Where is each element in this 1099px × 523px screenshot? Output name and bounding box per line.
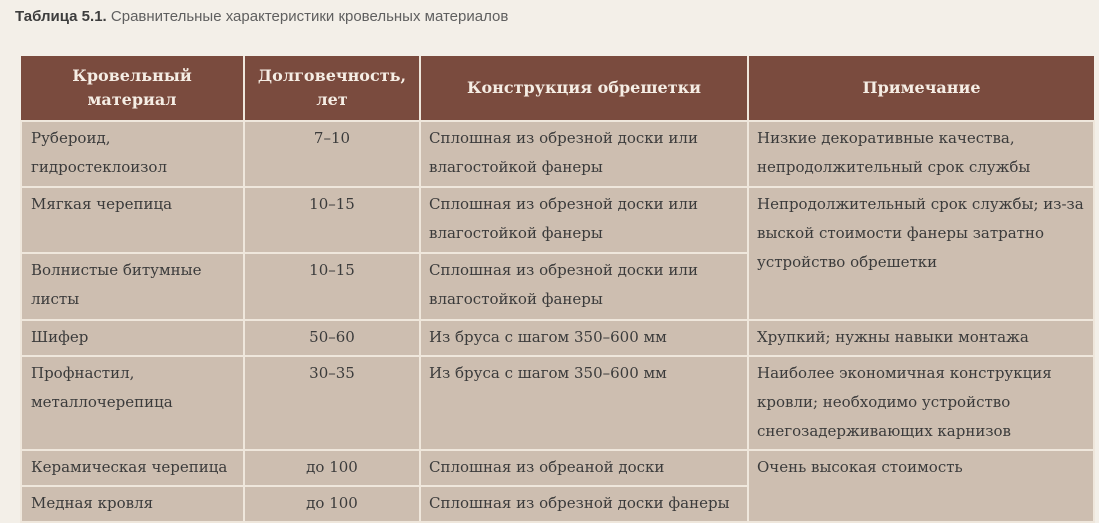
cell-battens: Сплошная из обрезной доски или влагостойкой фанеры: [420, 121, 748, 187]
table-number: Таблица 5.1.: [15, 8, 107, 25]
header-battens: Конструкция обрешетки: [420, 56, 748, 121]
table-row: [21, 121, 1094, 187]
cell-durability: 50–60: [244, 320, 420, 356]
cell-note: Непродолжительный срок службы; из-за выской стоимости фанеры затратно устройство обрешетки: [748, 187, 1094, 320]
cell-durability: 10–15: [244, 187, 420, 253]
table-row: [21, 356, 1094, 450]
cell-durability: до 100: [244, 450, 420, 486]
table-row: [21, 450, 1094, 486]
header-note: Примечание: [748, 56, 1094, 121]
cell-material: Шифер: [21, 320, 244, 356]
table-caption: [15, 8, 508, 25]
cell-battens: Из бруса с шагом 350–600 мм: [420, 320, 748, 356]
table-header-row: [21, 56, 1094, 121]
cell-material: Керамическая черепица: [21, 450, 244, 486]
roofing-materials-table: [20, 56, 1095, 523]
cell-note: Наиболее экономичная конструкция кровли; необходимо устройство снегозадерживающих карнизов: [748, 356, 1094, 450]
cell-durability: 10–15: [244, 253, 420, 320]
cell-material: Волнистые битумные листы: [21, 253, 244, 320]
cell-material: Профнастил, металлочерепица: [21, 356, 244, 450]
header-durability: Долговечность, лет: [244, 56, 420, 121]
header-material: Кровельный материал: [21, 56, 244, 121]
cell-durability: до 100: [244, 486, 420, 522]
cell-material: Мягкая черепица: [21, 187, 244, 253]
cell-battens: Сплошная из обрезной доски или влагостойкой фанеры: [420, 187, 748, 253]
cell-battens: Сплошная из обреаной доски: [420, 450, 748, 486]
cell-note: Очень высокая стоимость: [748, 450, 1094, 522]
cell-material: Медная кровля: [21, 486, 244, 522]
table-row: [21, 187, 1094, 253]
table-row: [21, 320, 1094, 356]
cell-note: Хрупкий; нужны навыки монтажа: [748, 320, 1094, 356]
cell-battens: Сплошная из обрезной доски фанеры: [420, 486, 748, 522]
cell-battens: Из бруса с шагом 350–600 мм: [420, 356, 748, 450]
cell-material: Рубероид, гидростеклоизол: [21, 121, 244, 187]
cell-battens: Сплошная из обрезной доски или влагостойкой фанеры: [420, 253, 748, 320]
cell-durability: 7–10: [244, 121, 420, 187]
table-title: Сравнительные характеристики кровельных материалов: [110, 8, 509, 25]
cell-note: Низкие декоративные качества, непродолжительный срок службы: [748, 121, 1094, 187]
cell-durability: 30–35: [244, 356, 420, 450]
